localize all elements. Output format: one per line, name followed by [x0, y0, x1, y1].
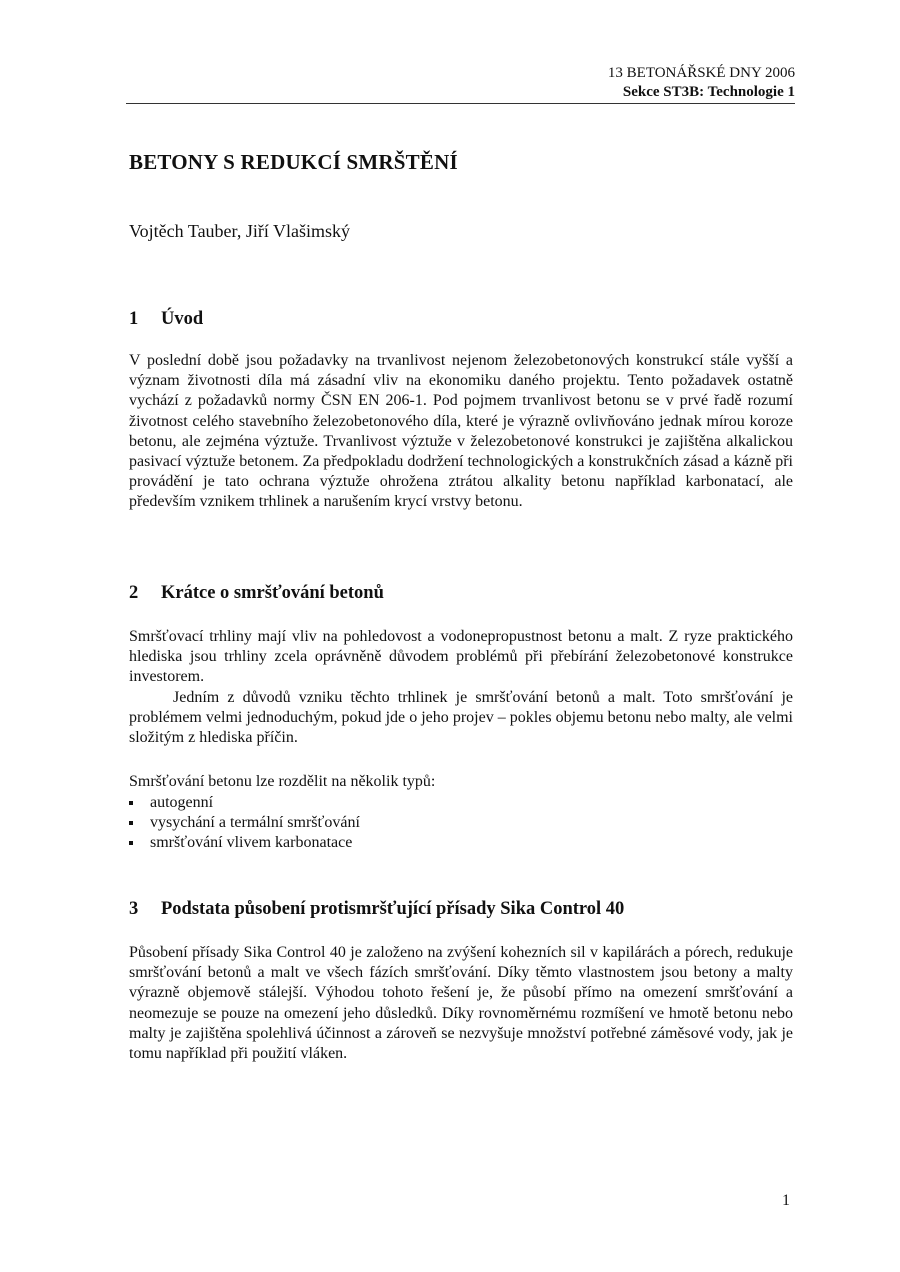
section-name: Sekce ST3B: Technologie 1	[622, 84, 795, 100]
paragraph-text: Jedním z důvodů vzniku těchto trhlinek je smršťování betonů a malt. Toto smršťování je problémem velmi jednoduchým, pokud jde o jeho projev – pokles objemu betonu nebo malty, ale velmi složitým z hlediska příčin.	[129, 689, 793, 747]
section-2-paragraph-2	[129, 688, 793, 749]
conference-name: 13 BETONÁŘSKÉ DNY 2006	[607, 65, 795, 81]
section-2-paragraph-1: Smršťovací trhliny mají vliv na pohledovost a vodonepropustnost betonu a malt. Z ryze praktického hlediska jsou trhliny zcela oprávněně důvodem problémů při přebírání železobetonové konstrukce investorem.	[129, 628, 793, 686]
section-2-list-intro: Smršťování betonu lze rozdělit na několik typů:	[129, 773, 436, 790]
running-header	[126, 64, 795, 104]
shrinkage-types-list	[129, 793, 793, 854]
list-item-text: smršťování vlivem karbonatace	[150, 834, 353, 852]
section-title: Krátce o smršťování betonů	[161, 583, 384, 603]
authors: Vojtěch Tauber, Jiří Vlašimský	[129, 221, 351, 241]
section-1-paragraph: V poslední době jsou požadavky na trvanlivost nejenom železobetonových konstrukcí stále vyšší a význam životnosti díla má zásadní vliv na ekonomiku daného projektu. Tento požadavek ostatně vychází z požadavků normy ČSN EN 206-1. Pod pojmem trvanlivost betonu se v prvé řadě rozumí životnost celého stavebního železobetonového díla, které je výrazně ovlivňováno jednak mírou koroze betonu, ale zejména výztuže. Trvanlivost výztuže v železobetonové konstrukci je zajištěna alkalickou pasivací výztuže betonem. Za předpokladu dodržení technologických a konstrukčních zásad a kázně při provádění je tato ochrana výztuže ohrožena ztrátou alkality betonu například karbonatací, ale především vznikem trhlinek a narušením krycí vrstvy betonu.	[129, 352, 793, 511]
section-title: Úvod	[161, 309, 204, 329]
page-number: 1	[782, 1192, 790, 1209]
section-number: 1	[129, 309, 139, 329]
list-item-text: vysychání a termální smršťování	[150, 814, 360, 832]
section-3-heading	[129, 899, 624, 920]
bullet-icon	[129, 821, 133, 825]
list-item	[129, 793, 793, 813]
list-item	[129, 833, 793, 853]
section-number: 2	[129, 583, 139, 603]
section-title: Podstata působení protismršťující přísady Sika Control 40	[161, 899, 625, 919]
bullet-icon	[129, 841, 133, 845]
section-1-heading	[129, 309, 203, 330]
section-number: 3	[129, 899, 139, 919]
bullet-icon	[129, 801, 133, 805]
list-item-text: autogenní	[150, 794, 214, 811]
section-2-heading	[129, 583, 384, 604]
section-3-paragraph: Působení přísady Sika Control 40 je založeno na zvýšení kohezních sil v kapilárách a pórech, redukuje smršťování betonů a malt ve všech fázích smršťování. Díky těmto vlastnostem jsou betony a malty výrazně objemově stálejší. Výhodou tohoto řešení je, že působí přímo na omezení smršťování a neomezuje se pouze na omezení jeho důsledků. Díky rovnoměrnému rozmíšení ve hmotě betonu nebo malty je zajištěna spolehlivá účinnost a zároveň se nezvyšuje množství potřebné záměsové vody, jak je tomu například při použití vláken.	[129, 944, 793, 1063]
list-item	[129, 813, 793, 833]
paper-title: BETONY S REDUKCÍ SMRŠTĚNÍ	[129, 150, 458, 174]
